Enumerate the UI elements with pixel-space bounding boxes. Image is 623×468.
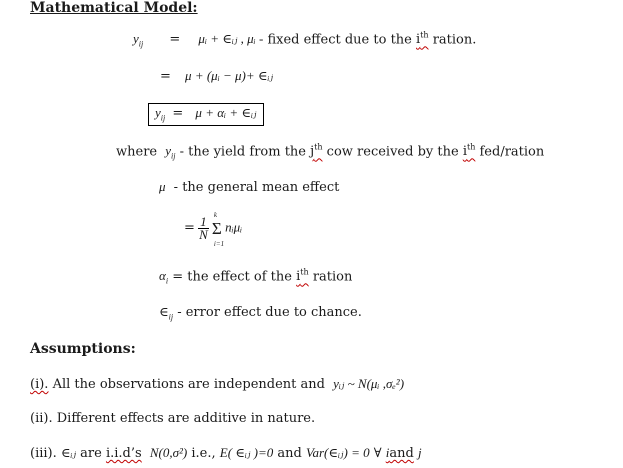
where-yield-line: where $y_{ij}$ - the yield from the $j^{th}$ cow received by the $i^{th}$ fed/ration: [116, 143, 545, 161]
assumptions-heading: Assumptions:: [30, 341, 136, 357]
eq2-rhs: μ + (μᵢ − μ)+ ∈ᵢⱼ: [185, 68, 274, 83]
mean-formula: = $\frac{1}{N}$ Σ k i=1 nᵢμᵢ: [184, 210, 243, 248]
eq1-lhs: $y_{ij}$: [133, 31, 144, 49]
eq1-desc: fixed effect due to the $i^{th}$ ration.: [267, 31, 477, 48]
eq3-lhs: $y_{ij}$: [155, 105, 166, 123]
fraction: $\frac{1}{N}$: [199, 214, 208, 242]
eq1-rhs: μᵢ + ∈ᵢⱼ , μᵢ -: [198, 31, 264, 47]
model-heading: Mathematical Model:: [30, 0, 198, 16]
epsilon-definition: $\in_{ij}$ - error effect due to chance.: [159, 304, 362, 322]
assumption-3: (iii). ∈ᵢⱼ are i.i.d’s N(0,σ²) i.e., E( ∈ᵢⱼ )=0 and Var(∈ᵢⱼ) = 0 ∀ iand j: [30, 445, 422, 461]
sum-symbol: Σ k i=1: [211, 210, 225, 248]
assumption-1: (i). All the observations are independent and yᵢⱼ ~ N(μᵢ ,σₑ²): [30, 376, 405, 392]
eq3-equals: =: [172, 106, 184, 121]
equation-2: [160, 68, 273, 84]
equation-1: [133, 31, 476, 49]
alpha-definition: $\alpha_i$ = the effect of the $i^{th}$ ration: [159, 268, 353, 286]
eq3-rhs: μ + αᵢ + ∈ᵢⱼ: [195, 105, 257, 120]
assumption-2: (ii). Different effects are additive in nature.: [30, 411, 316, 426]
eq2-equals: =: [160, 69, 171, 84]
boxed-model-equation: [148, 103, 264, 126]
eq1-equals: =: [169, 32, 181, 48]
yield-symbol: $y_{ij}$: [165, 143, 176, 161]
mu-definition: μ - the general mean effect: [159, 179, 340, 195]
